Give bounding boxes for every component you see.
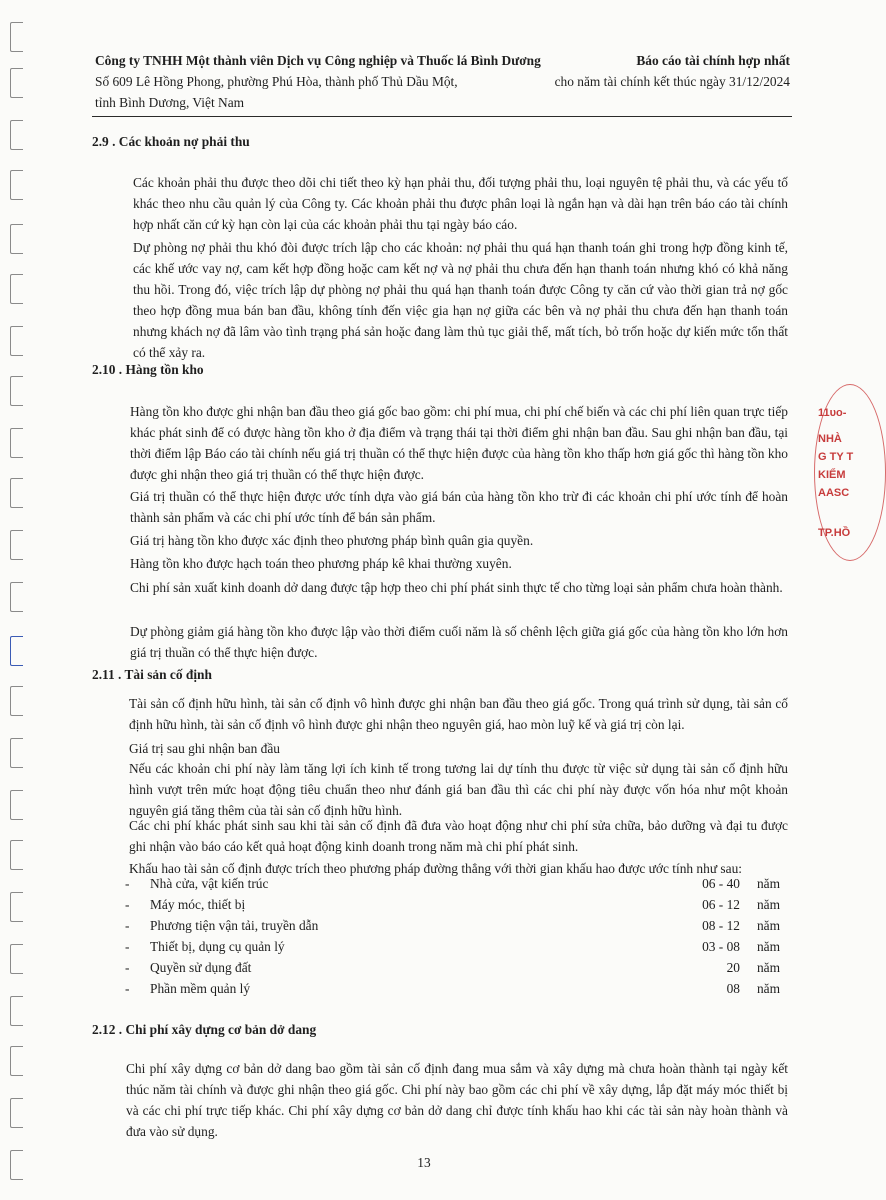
fixed-assets-subheading: Giá trị sau ghi nhận ban đầu <box>129 741 280 756</box>
stamp-text-5: AASC <box>818 487 850 499</box>
binder-holes <box>0 0 26 1200</box>
fixed-assets-paragraph-4: Khấu hao tài sản cố định được trích theo phương pháp đường thẳng với thời gian khấu hao được ước tính như sau: <box>129 861 743 876</box>
asset-class: Phương tiện vận tải, truyền dẫn <box>150 918 319 933</box>
stamp-text-2: NHÀ <box>818 433 842 445</box>
useful-life-unit: năm <box>756 897 780 912</box>
list-item <box>125 873 785 894</box>
list-item <box>125 957 785 978</box>
inventory-paragraph-6: Dự phòng giảm giá hàng tồn kho được lập vào thời điểm cuối năm là số chênh lệch giữa giá gốc của hàng tồn kho lớn hơn giá trị thuần có thể thực hiện được. <box>130 624 788 660</box>
list-dash: - <box>125 918 130 933</box>
inventory-paragraph-4: Hàng tồn kho được hạch toán theo phương pháp kê khai thường xuyên. <box>130 556 512 571</box>
section-heading-2-10: 2.10 . Hàng tồn kho <box>92 362 204 377</box>
list-item <box>125 915 785 936</box>
inventory-paragraph-1: Hàng tồn kho được ghi nhận ban đầu theo giá gốc bao gồm: chi phí mua, chi phí chế biến và các chi phí liên quan trực tiếp khác phát sinh để có được hàng tồn kho ở địa điểm và trạng thái tại thời điểm ghi nhận ban đầu. Sau ghi nhận ban đầu, tại thời điểm lập Báo cáo tài chính nếu giá trị thuần có thể thực hiện được của hàng tồn kho thấp hơn giá gốc thì hàng tồn kho được ghi nhận theo giá trị thuần có thể thực hiện được. <box>130 404 788 482</box>
asset-class: Phần mềm quản lý <box>150 981 251 996</box>
stamp-text-4: KIỂM <box>818 469 846 481</box>
list-item <box>125 936 785 957</box>
header-divider <box>92 116 792 117</box>
page-number: 13 <box>417 1155 431 1170</box>
report-title: Báo cáo tài chính hợp nhất <box>636 53 790 68</box>
report-period: cho năm tài chính kết thúc ngày 31/12/2024 <box>554 74 790 89</box>
section-heading-2-12: 2.12 . Chi phí xây dựng cơ bản dở dang <box>92 1022 317 1037</box>
useful-life-range: 20 <box>726 960 740 975</box>
receivables-paragraph-2: Dự phòng nợ phải thu khó đòi được trích lập cho các khoản: nợ phải thu quá hạn thanh toán ghi trong hợp đồng kinh tế, các khế ước vay nợ, cam kết hợp đồng hoặc cam kết nợ và nợ phải thu chưa đến hạn thanh toán nhưng khó có khả năng thu hồi. Trong đó, việc trích lập dự phòng nợ phải thu quá hạn thanh toán được Công ty căn cứ vào thời gian trả nợ gốc theo hợp đồng mua bán ban đầu, không tính đến việc gia hạn nợ giữa các bên và nợ phải thu chưa đến hạn thanh toán nhưng khách nợ đã lâm vào tình trạng phá sản hoặc đang làm thủ tục giải thể, mất tích, bỏ trốn hoặc dự kiến mức tổn thất có thể xảy ra. <box>133 240 788 360</box>
section-heading-2-11: 2.11 . Tài sản cố định <box>92 667 212 682</box>
asset-class: Nhà cửa, vật kiến trúc <box>150 876 269 891</box>
stamp-text-6: TP.HỒ <box>818 527 851 539</box>
list-dash: - <box>125 939 130 954</box>
receivables-paragraph-1: Các khoản phải thu được theo dõi chi tiết theo kỳ hạn phải thu, đối tượng phải thu, loại nguyên tệ phải thu, và các yếu tố khác theo nhu cầu quản lý của Công ty. Các khoản phải thu được phân loại là ngắn hạn và dài hạn trên báo cáo tài chính hợp nhất căn cứ kỳ hạn còn lại của các khoản phải thu tại ngày báo cáo. <box>133 175 788 232</box>
useful-life-range: 08 <box>726 981 740 996</box>
auditor-stamp <box>812 384 852 564</box>
asset-class: Quyền sử dụng đất <box>150 960 252 975</box>
useful-life-unit: năm <box>756 876 780 891</box>
useful-life-unit: năm <box>756 918 780 933</box>
list-item <box>125 894 785 915</box>
fixed-assets-paragraph-2: Nếu các khoản chi phí này làm tăng lợi ích kinh tế trong tương lai dự tính thu được từ việc sử dụng tài sản cố định hữu hình vượt trên mức hoạt động tiêu chuẩn theo như đánh giá ban đầu thì các chi phí này được vốn hóa như một khoản nguyên giá tăng thêm của tài sản cố định hữu hình. <box>129 761 788 818</box>
company-address-line2: tỉnh Bình Dương, Việt Nam <box>95 95 245 110</box>
asset-class: Máy móc, thiết bị <box>150 897 246 912</box>
section-heading-2-9: 2.9 . Các khoản nợ phải thu <box>92 134 250 149</box>
useful-life-range: 06 - 12 <box>702 897 740 912</box>
useful-life-range: 06 - 40 <box>702 876 740 891</box>
list-dash: - <box>125 960 130 975</box>
list-item <box>125 978 785 999</box>
list-dash: - <box>125 897 130 912</box>
useful-life-range: 08 - 12 <box>702 918 740 933</box>
depreciation-list <box>125 873 785 999</box>
construction-in-progress-paragraph: Chi phí xây dựng cơ bản dở dang bao gồm tài sản cố định đang mua sắm và xây dựng mà chưa hoàn thành tại ngày kết thúc năm tài chính và được ghi nhận theo giá gốc. Chi phí này bao gồm các chi phí về xây dựng, lắp đặt máy móc thiết bị và các chi phí trực tiếp khác. Chi phí xây dựng cơ bản dở dang chỉ được tính khấu hao khi các tài sản này hoàn thành và đưa vào sử dụng. <box>126 1061 788 1139</box>
stamp-text-1: 11υο- <box>818 407 847 419</box>
company-address-line1: Số 609 Lê Hồng Phong, phường Phú Hòa, thành phố Thủ Dầu Một, <box>95 74 458 89</box>
document-header <box>95 50 790 113</box>
inventory-paragraph-3: Giá trị hàng tồn kho được xác định theo phương pháp bình quân gia quyền. <box>130 533 534 548</box>
list-dash: - <box>125 981 130 996</box>
inventory-paragraph-5: Chi phí sản xuất kinh doanh dở dang được tập hợp theo chi phí phát sinh thực tế cho từng loại sản phẩm chưa hoàn thành. <box>130 580 783 595</box>
useful-life-unit: năm <box>756 939 780 954</box>
useful-life-unit: năm <box>756 960 780 975</box>
company-name: Công ty TNHH Một thành viên Dịch vụ Công nghiệp và Thuốc lá Bình Dương <box>95 53 541 68</box>
stamp-text-3: G TY T <box>818 451 854 463</box>
fixed-assets-paragraph-1: Tài sản cố định hữu hình, tài sản cố định vô hình được ghi nhận ban đầu theo giá gốc. Trong quá trình sử dụng, tài sản cố định hữu hình, tài sản cố định vô hình được ghi nhận theo nguyên giá, hao mòn luỹ kế và giá trị còn lại. <box>129 696 788 732</box>
inventory-paragraph-2: Giá trị thuần có thể thực hiện được ước tính dựa vào giá bán của hàng tồn kho trừ đi các khoản chi phí ước tính để hoàn thành sản phẩm và các chi phí ước tính để bán sản phẩm. <box>130 489 788 525</box>
asset-class: Thiết bị, dụng cụ quản lý <box>150 939 285 954</box>
useful-life-range: 03 - 08 <box>702 939 740 954</box>
useful-life-unit: năm <box>756 981 780 996</box>
list-dash: - <box>125 876 130 891</box>
fixed-assets-paragraph-3: Các chi phí khác phát sinh sau khi tài sản cố định đã đưa vào hoạt động như chi phí sửa chữa, bảo dưỡng và đại tu được ghi nhận vào báo cáo kết quả hoạt động kinh doanh trong năm mà chi phí phát sinh. <box>129 818 788 854</box>
